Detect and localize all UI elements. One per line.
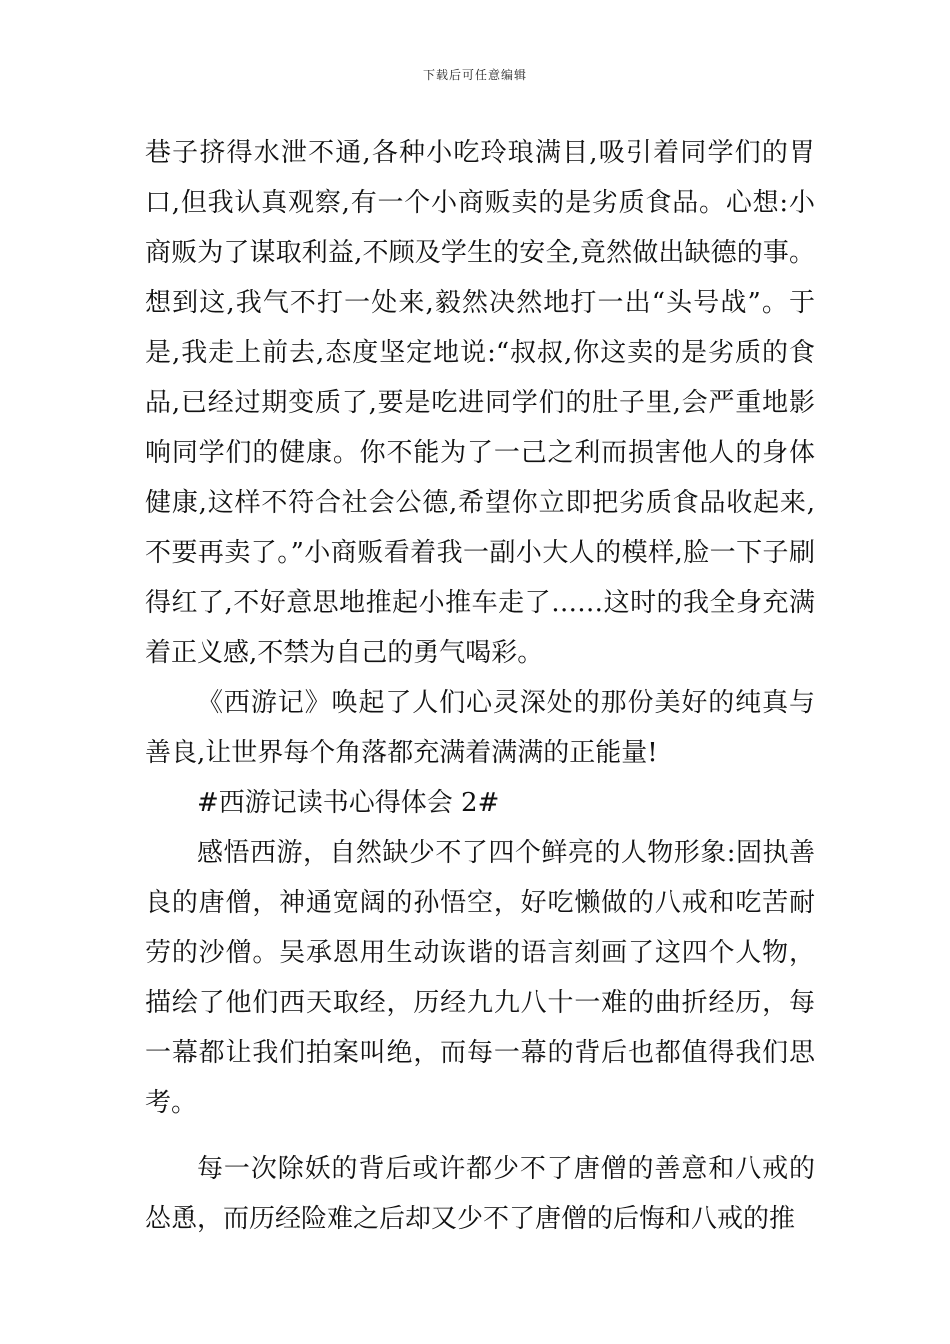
- paragraph-conclusion: 《西游记》唤起了人们心灵深处的那份美好的纯真与善良,让世界每个角落都充满着满满的正能量!: [145, 688, 815, 768]
- paragraph-intro: 感悟西游，自然缺少不了四个鲜亮的人物形象:固执善良的唐僧，神通宽阔的孙悟空，好吃懒做的八戒和吃苦耐劳的沙僧。吴承恩用生动诙谐的语言刻画了这四个人物，描绘了他们西天取经，历经九九八十一难的曲折经历，每一幕都让我们拍案叫绝，而每一幕的背后也都值得我们思考。: [145, 838, 815, 1118]
- section-heading: #西游记读书心得体会 2#: [197, 788, 500, 818]
- document-body: [145, 128, 815, 1244]
- paragraph-partial: 每一次除妖的背后或许都少不了唐僧的善意和八戒的怂恿，而历经险难之后却又少不了唐僧的后悔和八戒的推: [145, 1154, 815, 1234]
- paragraph-continuation: 巷子挤得水泄不通,各种小吃玲琅满目,吸引着同学们的胃口,但我认真观察,有一个小商贩卖的是劣质食品。心想:小商贩为了谋取利益,不顾及学生的安全,竟然做出缺德的事。想到这,我气不打一处来,毅然决然地打一出“头号战”。于是,我走上前去,态度坚定地说:“叔叔,你这卖的是劣质的食品,已经过期变质了,要是吃进同学们的肚子里,会严重地影响同学们的健康。你不能为了一己之利而损害他人的身体健康,这样不符合社会公德,希望你立即把劣质食品收起来,不要再卖了。”小商贩看着我一副小大人的模样,脸一下子刷得红了,不好意思地推起小推车走了……这时的我全身充满着正义感,不禁为自己的勇气喝彩。: [145, 138, 815, 668]
- page-header: 下载后可任意编辑: [422, 68, 527, 82]
